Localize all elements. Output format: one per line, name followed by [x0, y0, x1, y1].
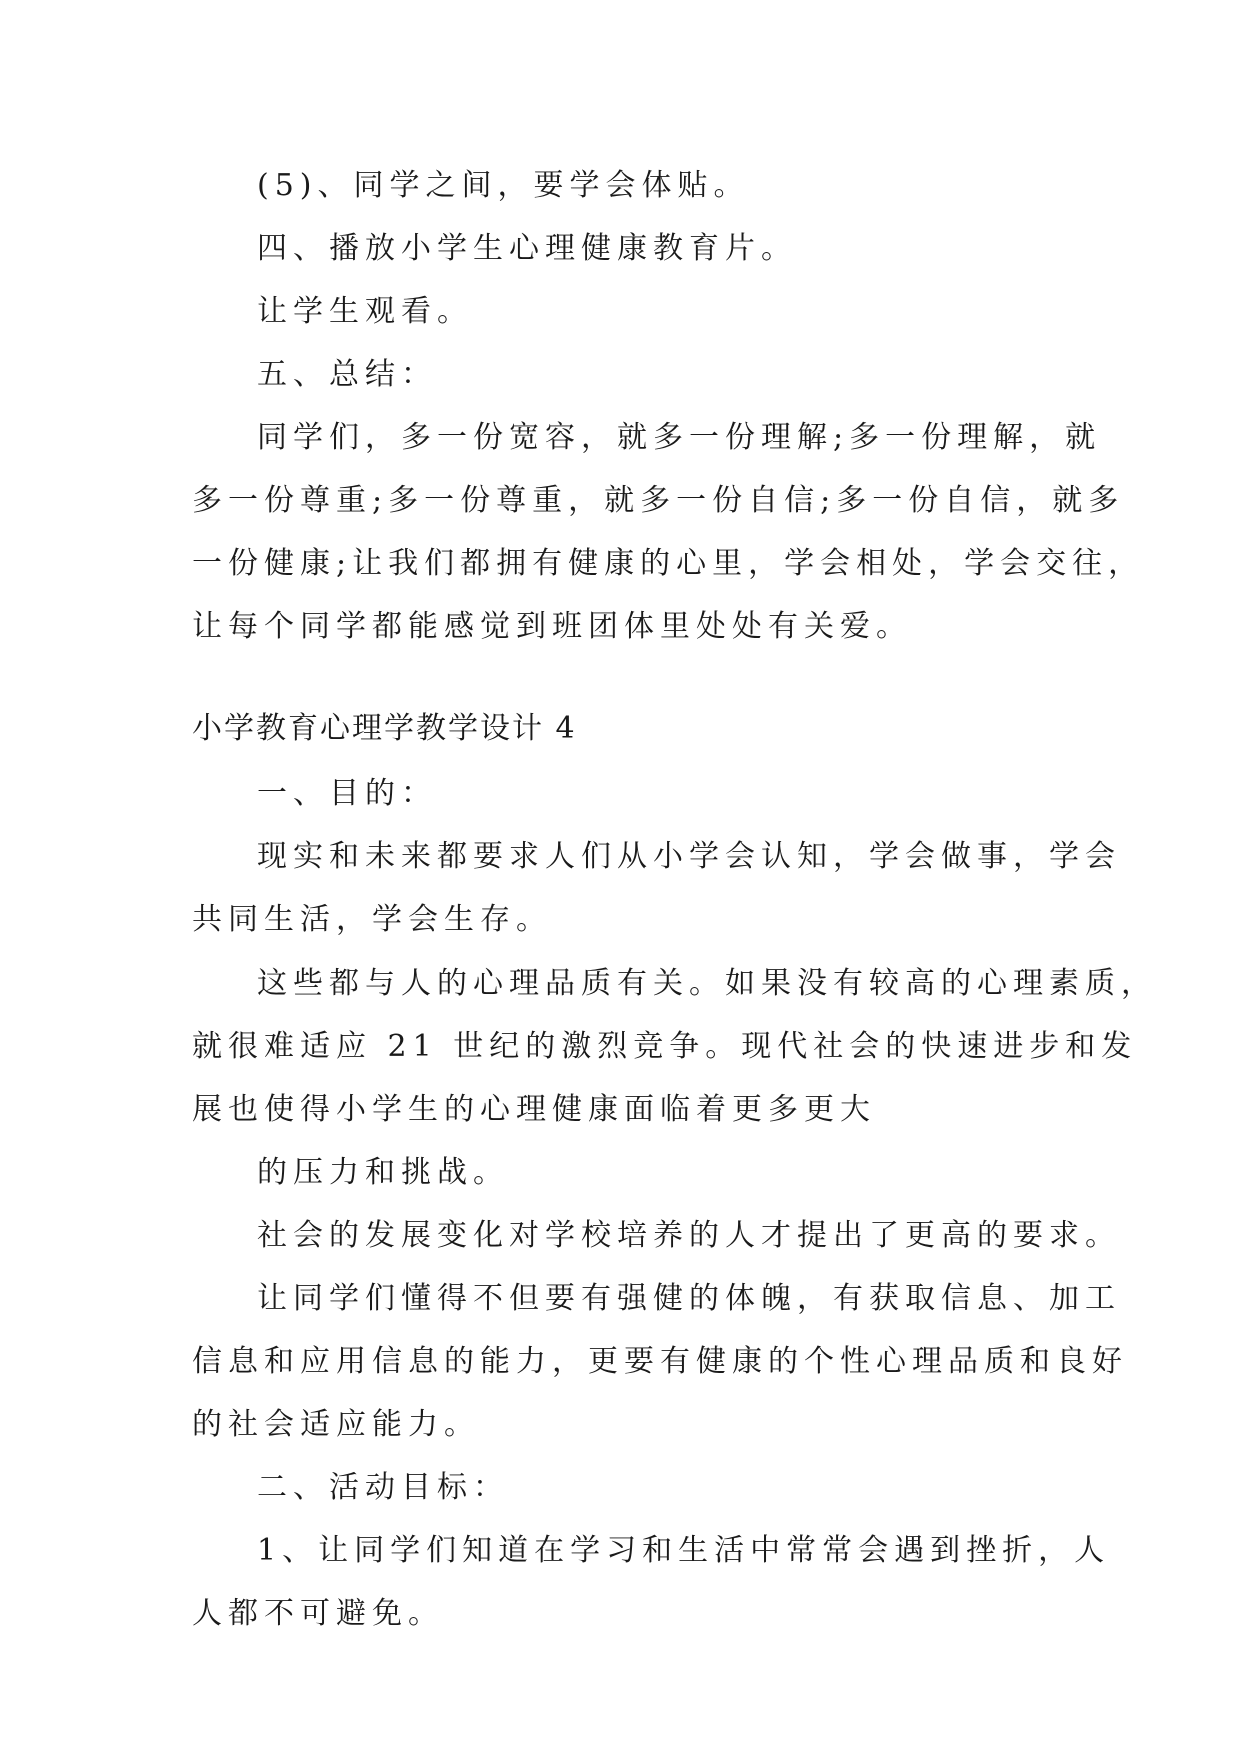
text-line: 四、播放小学生心理健康教育片。: [257, 231, 797, 266]
text-line: 一份健康;让我们都拥有健康的心里，学会相处，学会交往，: [192, 546, 1145, 581]
text-line: 展也使得小学生的心理健康面临着更多更大: [192, 1092, 876, 1127]
text-line: 信息和应用信息的能力，更要有健康的个性心理品质和良好: [192, 1344, 1128, 1379]
text-line: 多一份尊重;多一份尊重，就多一份自信;多一份自信，就多: [192, 483, 1125, 518]
section-heading: 二、活动目标：: [257, 1470, 509, 1505]
text-line: 社会的发展变化对学校培养的人才提出了更高的要求。: [257, 1218, 1121, 1253]
document-title: 小学教育心理学教学设计 4: [192, 711, 577, 746]
text-line: 的压力和挑战。: [257, 1155, 509, 1190]
text-line: 人都不可避免。: [192, 1596, 444, 1631]
section-heading: 一、目的：: [257, 776, 437, 811]
text-line: 的社会适应能力。: [192, 1407, 480, 1442]
text-line: 同学们，多一份宽容，就多一份理解;多一份理解，就: [257, 420, 1102, 455]
text-line: 让每个同学都能感觉到班团体里处处有关爱。: [192, 609, 912, 644]
text-line: 1、让同学们知道在学习和生活中常常会遇到挫折，人: [257, 1533, 1111, 1568]
text-line: 让学生观看。: [257, 294, 473, 329]
text-line: (5)、同学之间，要学会体贴。: [257, 168, 750, 203]
text-line: 共同生活，学会生存。: [192, 902, 552, 937]
text-line: 这些都与人的心理品质有关。如果没有较高的心理素质，: [257, 966, 1157, 1001]
text-line: 现实和未来都要求人们从小学会认知，学会做事，学会: [257, 839, 1121, 874]
text-line: 就很难适应 21 世纪的激烈竞争。现代社会的快速进步和发: [192, 1029, 1138, 1064]
section-heading: 五、总结：: [257, 357, 437, 392]
text-line: 让同学们懂得不但要有强健的体魄，有获取信息、加工: [257, 1281, 1121, 1316]
